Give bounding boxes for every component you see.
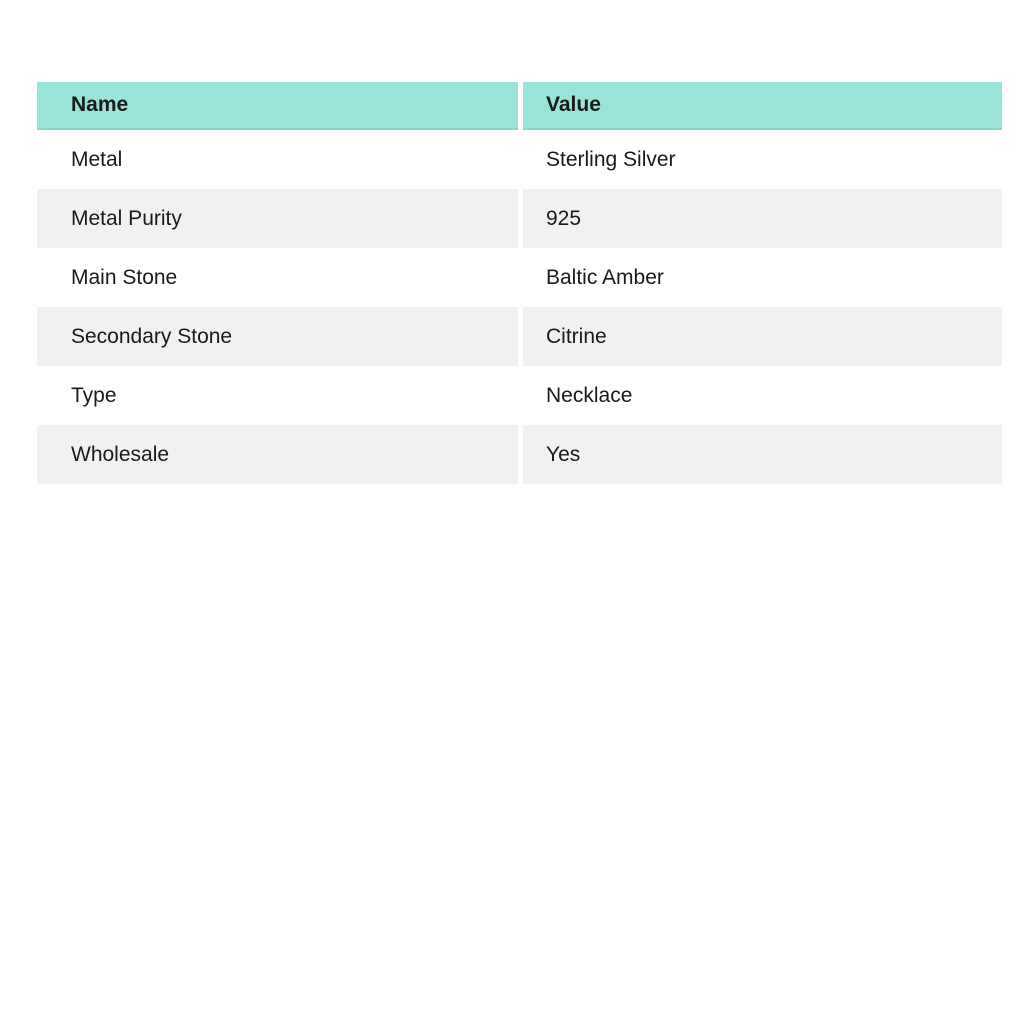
attribute-value-cell: Yes xyxy=(523,425,1002,484)
table-header-row xyxy=(37,82,1002,130)
table-row xyxy=(37,366,1002,425)
column-header-name: Name xyxy=(37,82,518,130)
table-body xyxy=(37,130,1002,484)
attribute-name-cell: Type xyxy=(71,383,117,407)
table-row xyxy=(37,189,1002,248)
table-row xyxy=(37,425,1002,484)
attribute-value-cell: 925 xyxy=(523,189,1002,248)
table-row xyxy=(37,130,1002,189)
attribute-name-cell: Secondary Stone xyxy=(37,307,518,366)
attribute-name-cell: Metal xyxy=(71,147,123,171)
product-attributes-table xyxy=(37,82,1002,484)
attribute-value-cell: Citrine xyxy=(523,307,1002,366)
attribute-name-cell: Main Stone xyxy=(71,265,178,289)
attribute-name-cell: Metal Purity xyxy=(37,189,518,248)
attribute-value-cell: Sterling Silver xyxy=(546,147,676,171)
attribute-value-cell: Necklace xyxy=(546,383,633,407)
attribute-name-cell: Wholesale xyxy=(37,425,518,484)
table-row xyxy=(37,248,1002,307)
column-header-value: Value xyxy=(523,82,1002,130)
attribute-value-cell: Baltic Amber xyxy=(546,265,664,289)
table-row xyxy=(37,307,1002,366)
